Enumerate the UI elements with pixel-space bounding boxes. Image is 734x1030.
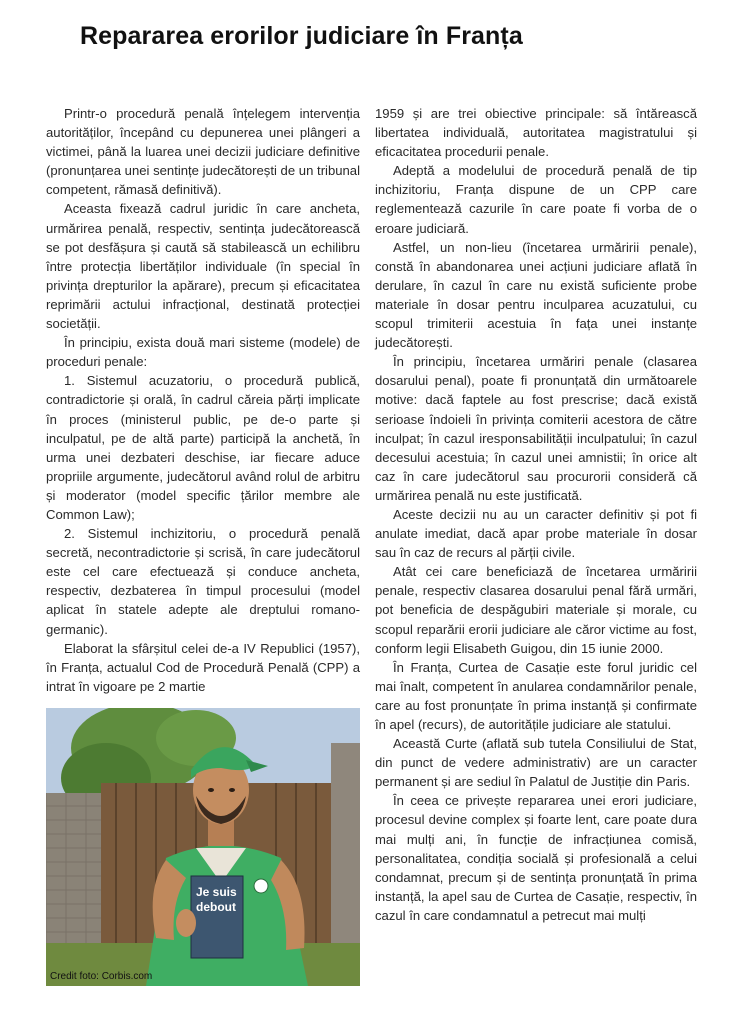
- list-item: 1. Sistemul acuzatoriu, o procedură publică, contradictorie și orală, în cadrul căreia părți implicate în proces (ministerul public, pe de-o parte și inculpatul, pe de altă parte) participă la anchetă, în urma unei dezbateri deschise, iar fiecare aduce propriile argumente, judecătorul având rolul de arbitru și moderator (model specific țărilor membre ale Common Law);: [46, 373, 360, 522]
- photo-credit: Credit foto: Corbis.com: [50, 971, 153, 982]
- paragraph: Aceste decizii nu au un caracter definitiv și pot fi anulate imediat, dacă apar probe materiale în dosar sau în caz de recurs al părții civile.: [375, 506, 697, 561]
- left-column: [46, 104, 360, 696]
- paragraph: În principiu, exista două mari sisteme (modele) de proceduri penale:: [46, 335, 360, 370]
- book-title-line2: debout: [196, 900, 236, 914]
- paragraph: În principiu, încetarea urmăriri penale (clasarea dosarului penal), poate fi pronunțată din următoarele motive: dacă faptele au fost prescrise; dacă există serioase îndoieli în privința comiterii acestora de către inculpat; în cazul iresponsabilității inculpatului; în cazul decesului acestuia; în cazul unei amnistii; în orice alt caz în care judecătorul sau procurorii consideră că urmărirea penală nu este justificată.: [375, 354, 697, 503]
- photo-illustration: [46, 708, 360, 986]
- paragraph: Această Curte (aflată sub tutela Consiliului de Stat, din punct de vedere administrativ) are un caracter permanent și are sediul în Palatul de Justiție din Paris.: [375, 736, 697, 790]
- paragraph: Atât cei care beneficiază de încetarea urmăririi penale, respectiv clasarea dosarului penal fără urmări, pot beneficia de despăgubiri materiale și morale, cu scopul reparării erorii judiciare ale căror victime au fost, conform legii Elisabeth Guigou, din 15 iunie 2000.: [375, 564, 697, 656]
- paragraph: Printr-o procedură penală înțelegem intervenția autorităților, începând cu depunerea unei plângeri a victimei, până la luarea unei decizii judiciare definitive (pronunțarea unei sentințe judecătorești de un tribunal competent, rămasă definitivă).: [46, 106, 360, 198]
- paragraph: Aceasta fixează cadrul juridic în care ancheta, urmărirea penală, respectiv, sentința judecătorească se pot desfășura și caută să stabilească un echilibru între protecția libertăților individuale (în special în privința drepturilor la apărare), precum și eficacitatea reprimării actului infracțional, destinată protecției societății.: [46, 201, 360, 332]
- paragraph: În ceea ce privește repararea unei erori judiciare, procesul devine complex și foarte lent, care poate dura mai mulți ani, în funcție de infracțiunea comisă, personalitatea, condiția socială și profesională a celui condamnat, precum și de sentința pronunțată în prima instanță, la apel sau de Curtea de Casație, respectiv, în cazul în care condamnatul a petrecut mai mulți: [375, 793, 697, 923]
- book-title-line1: Je suis: [196, 885, 237, 899]
- paragraph: În Franța, Curtea de Casație este forul juridic cel mai înalt, competent în anularea condamnărilor penale, care au fost pronunțate în prima instanță și confirmate în apel (recurs), de autoritățile judiciare ale statului.: [375, 659, 697, 732]
- paragraph: Elaborat la sfârșitul celei de-a IV Republici (1957), în Franța, actualul Cod de Procedură Penală (CPP) a intrat în vigoare pe 2 martie: [46, 640, 360, 694]
- paragraph: 1959 și are trei obiective principale: să întărească libertatea individuală, autoritatea magistratului și eficacitatea procedurii penale.: [375, 106, 697, 160]
- list-item: 2. Sistemul inchizitoriu, o procedură penală secretă, necontradictorie și scrisă, în care judecătorul este cel care efectuează și conduce ancheta, respectiv, dezbaterea în timpul procesului (model aplicat în statele adepte ale dreptului romano-germanic).: [46, 526, 360, 637]
- article-photo: [46, 708, 360, 986]
- paragraph: Adeptă a modelului de procedură penală de tip inchizitoriu, Franța dispune de un CPP care reglementează cazurile în care poate fi vorba de o eroare judiciară.: [375, 163, 697, 236]
- right-column: [375, 104, 697, 925]
- article-title: Repararea erorilor judiciare în Franța: [80, 22, 523, 50]
- paragraph: Astfel, un non-lieu (încetarea urmăririi penale), constă în abandonarea unei acțiuni judiciare aflată în derulare, în cazul în care nu există suficiente probe materiale în dosar pentru inculparea acuzatului, cu scopul trimiterii acestuia în fața unei instanțe judecătorești.: [375, 239, 697, 351]
